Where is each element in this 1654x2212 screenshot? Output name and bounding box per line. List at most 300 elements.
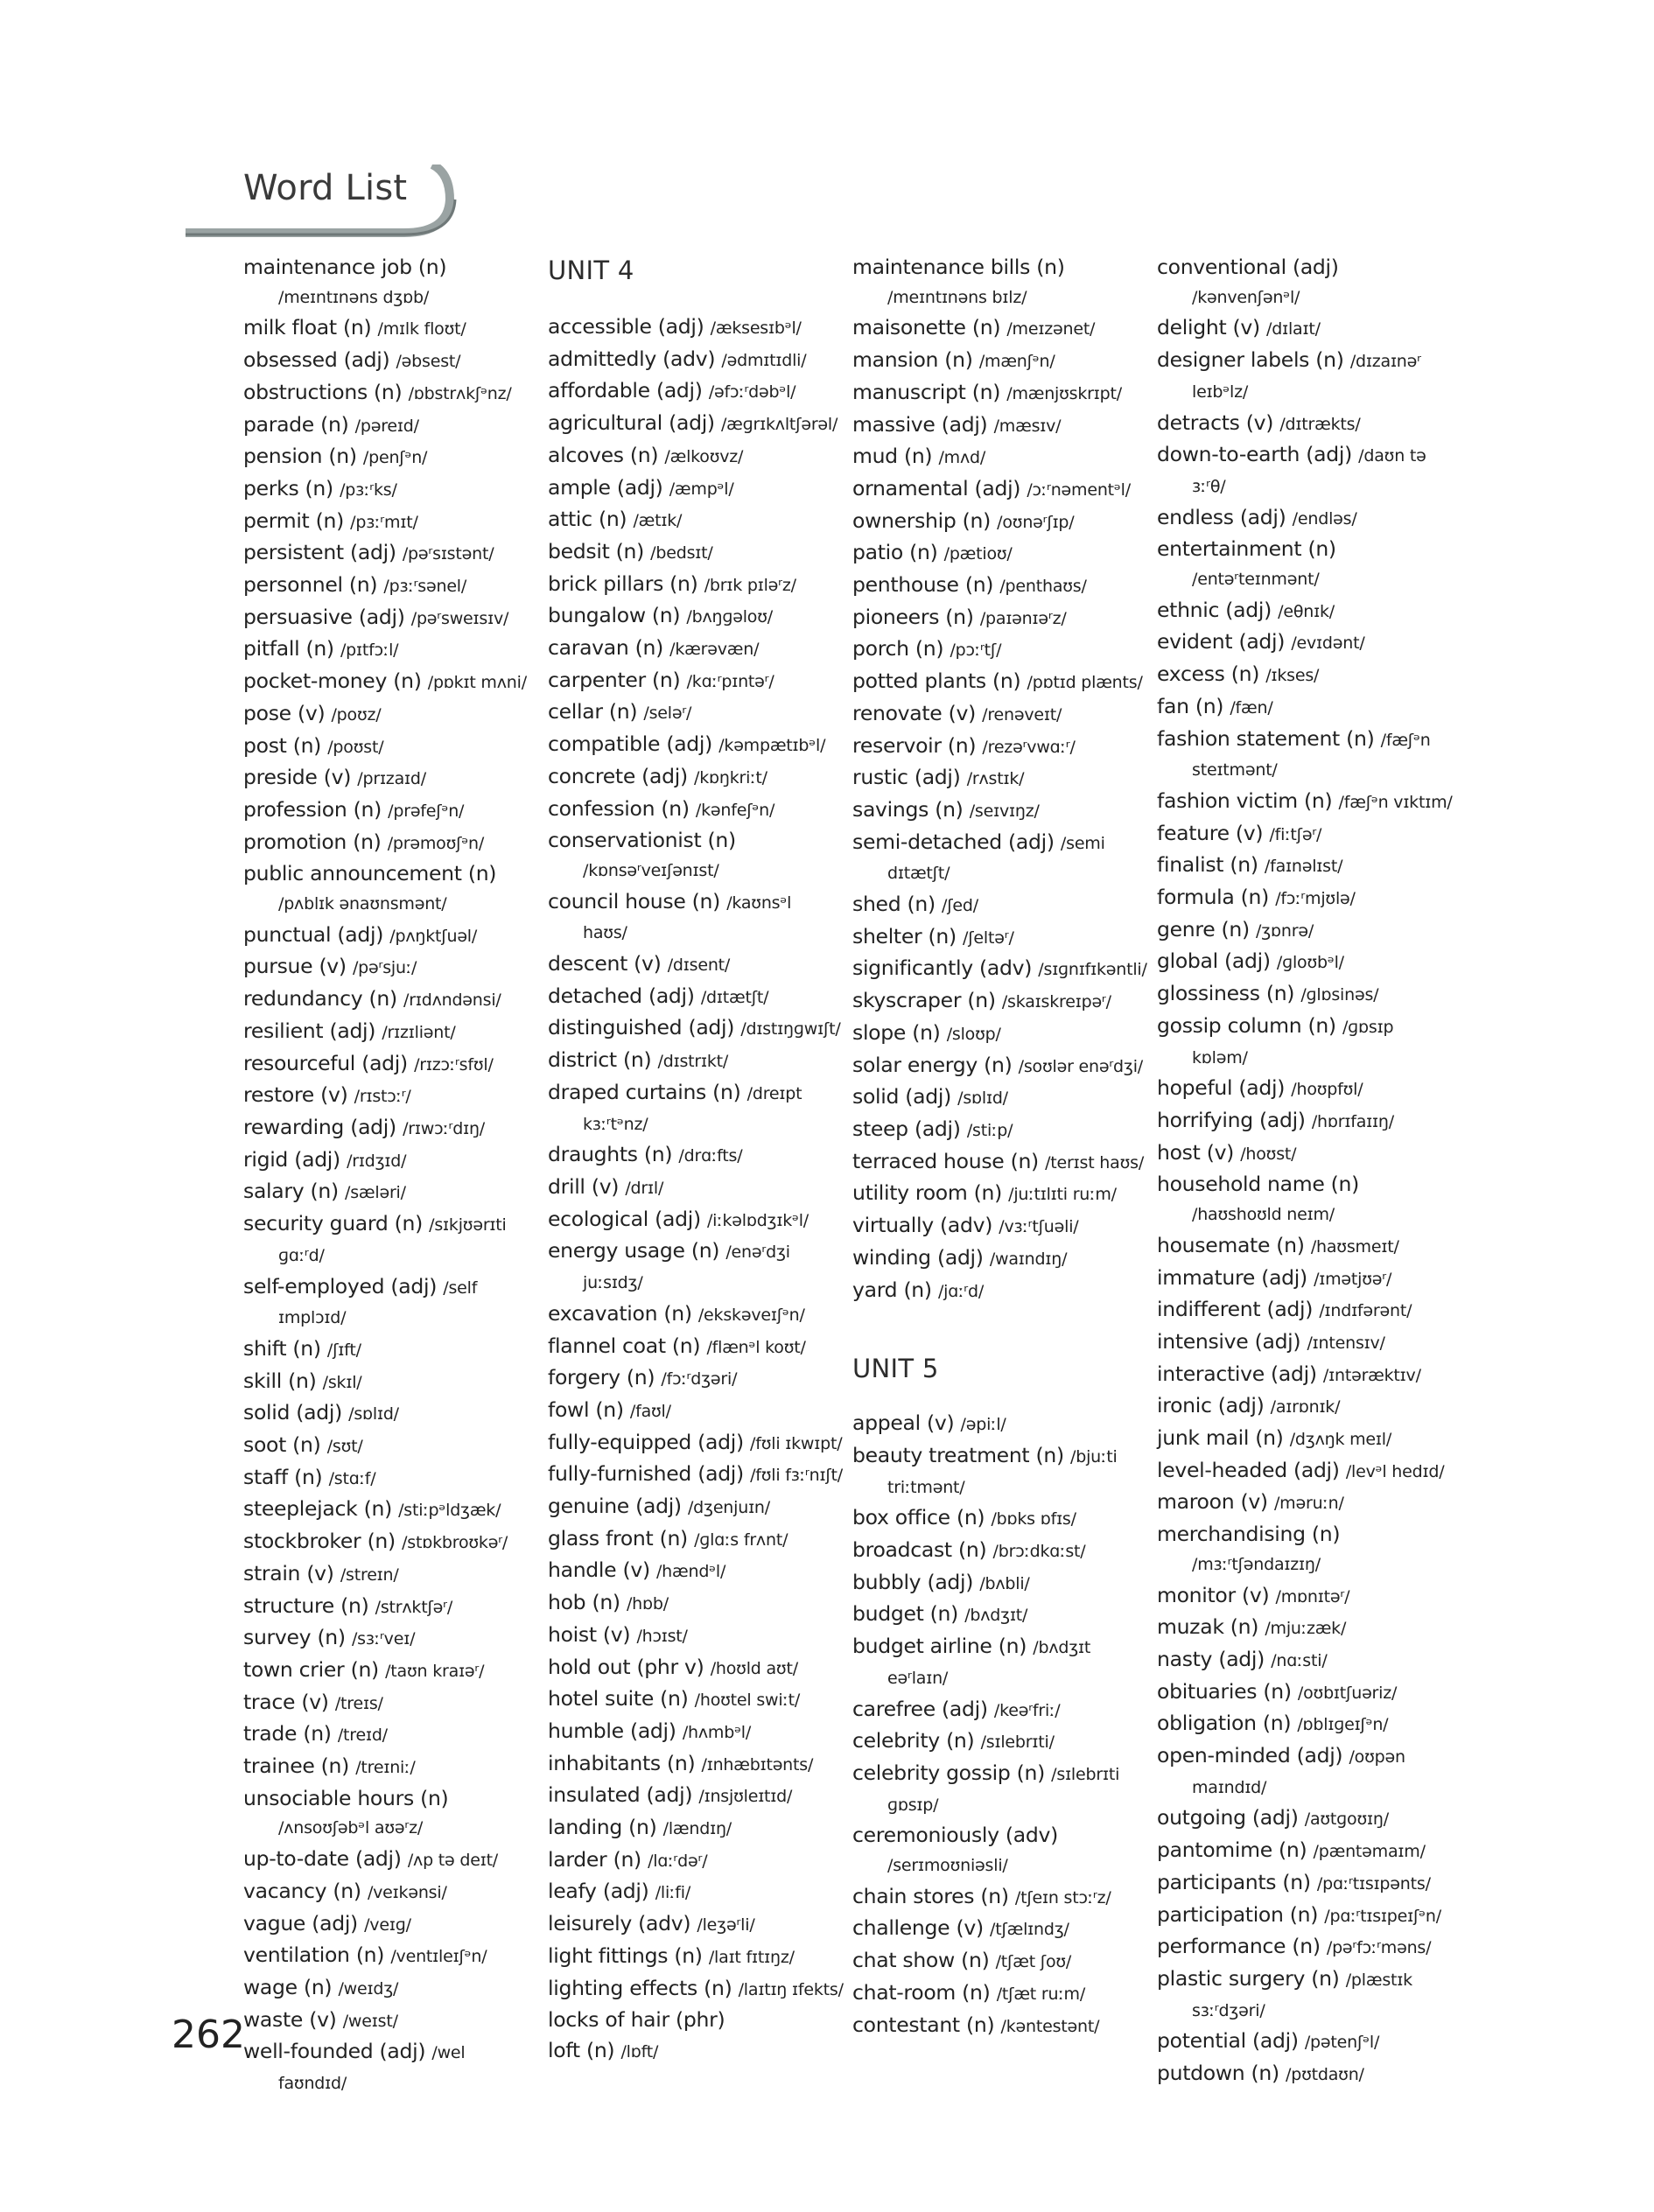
entry-word: maisonette (n): [852, 315, 1001, 340]
entry-word: conventional (adj): [1157, 255, 1339, 279]
entry-pronunciation: /ʃeltəʳ/: [963, 928, 1014, 948]
entry-word: ethnic (adj): [1157, 597, 1272, 622]
entry-word: maroon (v): [1157, 1489, 1268, 1515]
page-number: 262: [172, 2012, 245, 2057]
entry-pronunciation: /sɒlɪd/: [957, 1088, 1008, 1109]
entry-pronunciation: /sɪkjʊərɪti: [429, 1215, 507, 1236]
entry-pronunciation: /kaʊnsᵊl: [726, 892, 792, 913]
word-entry: [852, 1114, 1150, 1146]
word-entry: [243, 794, 541, 827]
entry-pronunciation: /sɒlɪd/: [348, 1404, 399, 1424]
word-entry: [1157, 1519, 1454, 1579]
entry-pronunciation: /endləs/: [1292, 508, 1357, 528]
entry-pronunciation: /ælkoʊvz/: [664, 446, 744, 466]
word-entry: [1157, 1867, 1454, 1900]
entry-pronunciation: /rʌstɪk/: [966, 769, 1025, 789]
entry-word: milk float (n): [243, 315, 372, 340]
entry-pronunciation: /keəʳfriː/: [993, 1700, 1061, 1720]
word-entry: [852, 953, 1150, 985]
entry-pronunciation: /sɪlebrɪti: [1051, 1764, 1120, 1784]
entry-pronunciation: /stiːpᵊldʒæk/: [398, 1501, 501, 1521]
entry-pronunciation: /brɪk pɪləʳz/: [704, 575, 796, 595]
entry-word: budget (n): [852, 1601, 959, 1627]
word-entry: [852, 1535, 1150, 1567]
entry-pronunciation-continued: dɪtætʃt/: [887, 864, 950, 884]
word-entry: [548, 344, 845, 376]
word-entry: [852, 506, 1150, 538]
entry-pronunciation: /stɑːf/: [328, 1468, 376, 1488]
entry-word: excavation (n): [548, 1300, 692, 1326]
entry-word: semi-detached (adj): [852, 829, 1055, 854]
entry-pronunciation: /laɪt fɪtɪŋz/: [708, 1947, 795, 1967]
entry-word: distinguished (adj): [548, 1015, 735, 1040]
entry-word: fully-furnished (adj): [548, 1461, 744, 1487]
entry-word: concrete (adj): [548, 763, 688, 788]
entry-pronunciation: /dreɪpt: [746, 1083, 802, 1103]
entry-word: level-headed (adj): [1157, 1457, 1340, 1482]
entry-pronunciation: /rɪzɔːʳsfʊl/: [414, 1054, 494, 1074]
word-entry: [1157, 1931, 1454, 1964]
word-entry: [852, 634, 1150, 666]
entry-pronunciation-continued: sɜːʳdʒəri/: [1192, 2000, 1265, 2020]
entry-word: draped curtains (n): [548, 1079, 741, 1104]
word-entry: [852, 1881, 1150, 1914]
word-entry: [243, 1940, 541, 1972]
entry-word: housemate (n): [1157, 1232, 1305, 1257]
entry-pronunciation: /oʊbɪtʃuəriz/: [1297, 1683, 1398, 1703]
entry-pronunciation: /prəfeʃᵊn/: [388, 801, 465, 821]
entry-word: bedsit (n): [548, 538, 644, 564]
word-entry: [852, 1178, 1150, 1210]
word-entry: [1157, 1802, 1454, 1835]
entry-word: resilient (adj): [243, 1018, 376, 1043]
entry-word: outgoing (adj): [1157, 1805, 1299, 1830]
entry-word: slope (n): [852, 1019, 941, 1045]
word-entry: [548, 1748, 845, 1781]
entry-pronunciation: /hoʊst/: [1240, 1144, 1297, 1164]
entry-pronunciation: /tʃeɪn stɔːʳz/: [1014, 1887, 1111, 1908]
entry-pronunciation-continued: juːsɪdʒ/: [583, 1273, 643, 1293]
entry-pronunciation: /serɪmoʊniəsli/: [887, 1856, 1008, 1876]
word-entry: [852, 1275, 1150, 1307]
word-entry: [852, 1408, 1150, 1440]
word-entry: [852, 1210, 1150, 1242]
entry-pronunciation: /pɒtɪd plænts/: [1027, 673, 1143, 693]
entry-pronunciation: /vɜːʳtʃuəli/: [999, 1217, 1079, 1237]
entry-pronunciation: /lændɪŋ/: [662, 1819, 732, 1839]
word-entry: [548, 825, 845, 886]
entry-pronunciation: /kənfeʃᵊn/: [695, 800, 775, 820]
entry-pronunciation: /rɪwɔːʳdɪŋ/: [403, 1118, 485, 1138]
entry-pronunciation: /ɪndɪfərənt/: [1319, 1301, 1412, 1321]
entry-pronunciation: /ʒɒnrə/: [1256, 920, 1314, 941]
word-entry: [243, 1908, 541, 1941]
entry-pronunciation: /lɑːʳdəʳ/: [648, 1851, 708, 1871]
entry-word: evident (adj): [1157, 629, 1286, 654]
entry-pronunciation: /kɒnsəʳveɪʃənɪst/: [583, 860, 719, 880]
word-entry: [548, 1716, 845, 1748]
entry-word: permit (n): [243, 508, 344, 533]
entry-pronunciation: /penʃᵊn/: [362, 448, 428, 468]
word-entry: [548, 633, 845, 665]
word-entry: [1157, 659, 1454, 691]
word-entry: [548, 536, 845, 569]
entry-word: chat show (n): [852, 1948, 990, 1973]
page-title: Word List: [243, 168, 408, 208]
entry-pronunciation: /ɔːʳnəmentᵊl/: [1027, 480, 1131, 500]
word-entry: [1157, 1326, 1454, 1359]
entry-pronunciation: /dɪstɪŋɡwɪʃt/: [740, 1019, 841, 1040]
word-entry: [243, 731, 541, 763]
word-entry: [1157, 1964, 1454, 2026]
entry-word: glossiness (n): [1157, 981, 1295, 1006]
entry-pronunciation: /faɪnəlɪst/: [1264, 857, 1343, 877]
entry-pronunciation: /semi: [1060, 833, 1105, 853]
word-entry: [1157, 818, 1454, 850]
entry-word: penthouse (n): [852, 572, 994, 598]
entry-pronunciation: /kɑːʳpɪntəʳ/: [686, 671, 774, 691]
entry-word: rewarding (adj): [243, 1114, 396, 1139]
entry-pronunciation: /weɪdʒ/: [338, 1978, 399, 1998]
word-entry: [548, 440, 845, 472]
entry-pronunciation: /brɔːdkɑːst/: [992, 1542, 1086, 1562]
entry-word: cellar (n): [548, 699, 638, 724]
entry-pronunciation: /pəʳfɔːʳməns/: [1326, 1938, 1432, 1958]
entry-word: shelter (n): [852, 923, 957, 948]
entry-pronunciation: /hoʊtel swiːt/: [694, 1690, 801, 1711]
word-entry: [852, 889, 1150, 921]
word-entry: [1157, 882, 1454, 914]
entry-word: structure (n): [243, 1592, 369, 1618]
entry-pronunciation: /juːtɪlɪti ruːm/: [1008, 1185, 1117, 1205]
entry-word: security guard (n): [243, 1211, 423, 1236]
entry-pronunciation: /pɜːʳmɪt/: [350, 512, 418, 532]
entry-word: fashion statement (n): [1157, 725, 1375, 751]
word-entry: [548, 1620, 845, 1652]
word-entry: [243, 1080, 541, 1112]
word-entry: [548, 729, 845, 761]
word-entry: [852, 602, 1150, 634]
word-entry: [852, 537, 1150, 570]
entry-word: loft (n): [548, 2037, 615, 2062]
word-entry: [243, 2005, 541, 2037]
entry-pronunciation: /renəveɪt/: [982, 704, 1062, 724]
word-entry: [1157, 2026, 1454, 2058]
entry-word: carpenter (n): [548, 667, 681, 692]
entry-word: personnel (n): [243, 572, 378, 598]
entry-word: profession (n): [243, 796, 382, 822]
entry-pronunciation: /seɪvɪŋz/: [969, 801, 1040, 821]
entry-word: household name (n): [1157, 1172, 1360, 1197]
entry-word: obligation (n): [1157, 1711, 1292, 1736]
entry-word: box office (n): [852, 1505, 985, 1530]
word-entry: [852, 2010, 1150, 2042]
entry-pronunciation: /fɔːʳmjʊlə/: [1275, 889, 1356, 909]
word-entry: [852, 1082, 1150, 1114]
word-column-3: [852, 252, 1150, 2041]
word-entry: [852, 921, 1150, 954]
word-entry: [243, 1334, 541, 1366]
entry-pronunciation: /hoʊld aʊt/: [710, 1658, 798, 1678]
entry-word: shed (n): [852, 892, 936, 917]
entry-word: handle (v): [548, 1558, 650, 1583]
entry-pronunciation: /veɪkənsi/: [367, 1882, 447, 1902]
word-entry: [1157, 1612, 1454, 1644]
entry-pronunciation: /ekskəveɪʃᵊn/: [697, 1305, 805, 1325]
word-entry: [548, 1012, 845, 1045]
entry-pronunciation: /pætioʊ/: [943, 544, 1013, 564]
entry-pronunciation: /haʊsmeɪt/: [1310, 1236, 1399, 1256]
word-entry: [1157, 1390, 1454, 1423]
entry-pronunciation: /bɒks ɒfɪs/: [991, 1509, 1076, 1530]
entry-word: pitfall (n): [243, 636, 334, 662]
word-entry: [243, 858, 541, 919]
entry-word: rustic (adj): [852, 765, 961, 790]
entry-word: nasty (adj): [1157, 1646, 1265, 1671]
entry-pronunciation: /sæləri/: [345, 1183, 406, 1203]
entry-pronunciation: /oʊnəʳʃɪp/: [997, 512, 1075, 532]
entry-word: solid (adj): [852, 1084, 951, 1110]
entry-pronunciation: /ɡlɒsinəs/: [1300, 985, 1379, 1005]
word-entry: [1157, 1487, 1454, 1519]
entry-word: humble (adj): [548, 1718, 676, 1743]
word-entry: [1157, 1676, 1454, 1709]
entry-pronunciation: /ɪntəræktɪv/: [1322, 1365, 1421, 1385]
entry-pronunciation: /ventɪleɪʃᵊn/: [390, 1947, 487, 1967]
entry-word: unsociable hours (n): [243, 1785, 449, 1810]
entry-pronunciation: /pæntəmaɪm/: [1313, 1842, 1426, 1862]
entry-pronunciation: /drɪl/: [625, 1178, 664, 1198]
entry-pronunciation: /rɪdʒɪd/: [347, 1151, 407, 1171]
entry-pronunciation: /fɔːʳdʒəri/: [661, 1369, 738, 1390]
entry-pronunciation: /hɔɪst/: [636, 1626, 688, 1646]
word-entry: [1157, 1230, 1454, 1263]
entry-word: energy usage (n): [548, 1238, 720, 1264]
entry-word: putdown (n): [1157, 2061, 1279, 2086]
word-entry: [243, 1876, 541, 1908]
entry-word: immature (adj): [1157, 1264, 1307, 1290]
entry-word: trade (n): [243, 1721, 332, 1746]
entry-pronunciation: /ədmɪtɪdli/: [721, 350, 807, 370]
entry-word: resourceful (adj): [243, 1050, 408, 1075]
word-entry: [548, 1941, 845, 1973]
word-entry: [852, 1631, 1150, 1693]
word-entry: [1157, 786, 1454, 818]
word-entry: [1157, 1644, 1454, 1676]
entry-word: pocket-money (n): [243, 668, 422, 694]
entry-pronunciation: /tʃæt ruːm/: [996, 1984, 1086, 2004]
entry-word: ornamental (adj): [852, 475, 1021, 500]
entry-word: insulated (adj): [548, 1782, 693, 1808]
entry-pronunciation: /ɪntensɪv/: [1307, 1333, 1385, 1353]
word-entry: [548, 1204, 845, 1236]
word-entry: [243, 1494, 541, 1526]
entry-pronunciation: /pəreɪd/: [354, 416, 419, 436]
word-entry: [548, 1236, 845, 1298]
entry-pronunciation: /wel: [431, 2043, 466, 2063]
entry-word: yard (n): [852, 1277, 932, 1302]
entry-pronunciation: /mæsɪv/: [993, 416, 1062, 436]
word-entry: [1157, 1105, 1454, 1138]
word-entry: [548, 1844, 845, 1877]
entry-word: junk mail (n): [1157, 1425, 1284, 1451]
entry-pronunciation: /dʒenjuɪn/: [687, 1498, 770, 1518]
word-entry: [243, 537, 541, 570]
entry-pronunciation: /bʌŋɡəloʊ/: [686, 607, 773, 627]
entry-word: steep (adj): [852, 1116, 961, 1141]
word-entry: [243, 1622, 541, 1655]
entry-word: waste (v): [243, 2006, 337, 2032]
word-entry: [243, 1844, 541, 1876]
entry-pronunciation: /sɪlebrɪti/: [980, 1732, 1055, 1753]
entry-pronunciation: /stɒkbroʊkəʳ/: [402, 1533, 508, 1553]
word-entry: [243, 1558, 541, 1591]
word-entry: [1157, 691, 1454, 724]
entry-pronunciation: /dɪtætʃt/: [700, 987, 769, 1007]
entry-pronunciation: /ɪmətjʊəʳ/: [1314, 1269, 1392, 1289]
entry-pronunciation: /fʊli ɪkwɪpt/: [750, 1433, 843, 1453]
entry-word: ample (adj): [548, 474, 663, 500]
word-entry: [243, 1972, 541, 2005]
entry-word: leafy (adj): [548, 1879, 649, 1904]
entry-word: promotion (n): [243, 829, 382, 854]
word-entry: [1157, 1423, 1454, 1455]
entry-word: flannel coat (n): [548, 1333, 701, 1358]
entry-pronunciation: /fiːtʃəʳ/: [1269, 824, 1322, 844]
word-entry: [852, 1018, 1150, 1050]
entry-pronunciation: /æɡrɪkʌltʃərəl/: [720, 415, 838, 435]
entry-pronunciation: /pəʳsjuː/: [352, 958, 417, 978]
entry-word: agricultural (adj): [548, 410, 715, 436]
section-spacer: [852, 1306, 1150, 1347]
entry-pronunciation: /mʌd/: [938, 448, 986, 468]
entry-pronunciation: /pʊtdaʊn/: [1286, 2065, 1364, 2085]
entry-word: hopeful (adj): [1157, 1075, 1286, 1101]
entry-word: performance (n): [1157, 1934, 1321, 1959]
entry-pronunciation: /ɪkses/: [1265, 666, 1320, 686]
entry-word: horrifying (adj): [1157, 1107, 1306, 1132]
entry-pronunciation: /drɑːfts/: [678, 1146, 743, 1166]
entry-pronunciation: /treɪniː/: [355, 1758, 416, 1778]
word-entry: [852, 731, 1150, 763]
entry-pronunciation: /pətenʃᵊl/: [1304, 2033, 1380, 2053]
word-entry: [1157, 595, 1454, 627]
entry-word: pioneers (n): [852, 604, 974, 629]
entry-pronunciation: /sɪɡnɪfɪkəntli/: [1038, 960, 1147, 980]
word-entry: [548, 1362, 845, 1395]
entry-word: participation (n): [1157, 1901, 1319, 1927]
word-entry: [1157, 978, 1454, 1011]
entry-word: leisurely (adv): [548, 1911, 691, 1936]
word-entry: [548, 569, 845, 601]
word-entry: [243, 506, 541, 538]
entry-word: endless (adj): [1157, 504, 1286, 529]
word-entry: [852, 698, 1150, 731]
entry-word: manuscript (n): [852, 379, 1001, 404]
entry-word: winding (adj): [852, 1244, 984, 1270]
entry-pronunciation: /pəʳsɪstənt/: [402, 544, 494, 564]
entry-pronunciation: /waɪndɪŋ/: [989, 1249, 1068, 1269]
word-entry: [548, 1555, 845, 1587]
entry-pronunciation: /dʒʌŋk meɪl/: [1289, 1430, 1392, 1450]
entry-word: hold out (phr v): [548, 1654, 704, 1679]
entry-pronunciation: /dɪlaɪt/: [1266, 319, 1321, 340]
entry-word: participants (n): [1157, 1869, 1311, 1894]
word-entry: [852, 794, 1150, 827]
entry-pronunciation: /eθnɪk/: [1278, 601, 1335, 621]
entry-pronunciation: /aʊtɡoʊɪŋ/: [1304, 1810, 1389, 1830]
word-entry: [548, 2035, 845, 2068]
word-column-4: [1157, 252, 1454, 2090]
entry-word: pension (n): [243, 444, 357, 469]
entry-word: reservoir (n): [852, 732, 977, 758]
entry-pronunciation: /levᵊl hedɪd/: [1345, 1461, 1445, 1481]
word-entry: [1157, 1011, 1454, 1073]
entry-word: pursue (v): [243, 954, 347, 979]
entry-word: chat-room (n): [852, 1979, 991, 2005]
entry-pronunciation: /hoʊpfʊl/: [1291, 1080, 1363, 1100]
entry-word: conservationist (n): [548, 828, 736, 853]
entry-pronunciation: /bjuːti: [1070, 1446, 1118, 1466]
entry-word: celebrity gossip (n): [852, 1760, 1045, 1785]
entry-pronunciation: /kærəvæn/: [669, 640, 760, 660]
entry-word: pose (v): [243, 700, 326, 725]
word-entry: [243, 698, 541, 731]
word-entry: [852, 473, 1150, 506]
entry-word: merchandising (n): [1157, 1522, 1341, 1547]
word-entry: [548, 1780, 845, 1812]
word-entry: [243, 1462, 541, 1494]
entry-word: trainee (n): [243, 1754, 350, 1779]
entry-word: wage (n): [243, 1974, 333, 1999]
entry-pronunciation: /rɪstɔːʳ/: [354, 1087, 411, 1107]
entry-pronunciation: /bʌdʒɪt: [1033, 1638, 1091, 1658]
word-entry: [243, 984, 541, 1016]
word-entry: [548, 1973, 845, 2006]
entry-word: vacancy (n): [243, 1878, 361, 1903]
entry-word: redundancy (n): [243, 986, 397, 1012]
entry-word: ironic (adj): [1157, 1393, 1265, 1418]
word-column-1: [243, 252, 541, 2099]
entry-word: finalist (n): [1157, 852, 1258, 878]
entry-word: draughts (n): [548, 1142, 673, 1167]
entry-pronunciation: /fæʃᵊn vɪktɪm/: [1338, 792, 1453, 812]
entry-word: glass front (n): [548, 1525, 688, 1550]
word-entry: [548, 1395, 845, 1427]
entry-pronunciation: /ætɪk/: [633, 511, 683, 531]
entry-pronunciation: /faʊl/: [629, 1401, 671, 1421]
word-entry: [548, 1652, 845, 1684]
entry-pronunciation: /pʌŋktʃuəl/: [389, 926, 478, 946]
entry-word: shift (n): [243, 1335, 321, 1361]
word-entry: [548, 1331, 845, 1363]
word-entry: [243, 1783, 541, 1844]
entry-word: delight (v): [1157, 315, 1260, 340]
entry-pronunciation: /mænjʊskrɪpt/: [1006, 383, 1122, 403]
entry-pronunciation: /skɪl/: [322, 1372, 362, 1392]
entry-word: detached (adj): [548, 983, 695, 1008]
entry-pronunciation: /skaɪskreɪpəʳ/: [1001, 992, 1111, 1012]
entry-word: affordable (adj): [548, 378, 703, 403]
entry-pronunciation: /pʌblɪk ənaʊnsmənt/: [278, 894, 447, 914]
word-entry: [243, 1271, 541, 1334]
entry-word: staff (n): [243, 1464, 323, 1489]
entry-pronunciation: /poʊst/: [327, 737, 384, 757]
entry-pronunciation: /kɒŋkriːt/: [694, 767, 767, 788]
entry-word: compatible (adj): [548, 732, 713, 757]
entry-pronunciation-continued: steɪtmənt/: [1192, 760, 1278, 780]
entry-word: alcoves (n): [548, 442, 659, 467]
